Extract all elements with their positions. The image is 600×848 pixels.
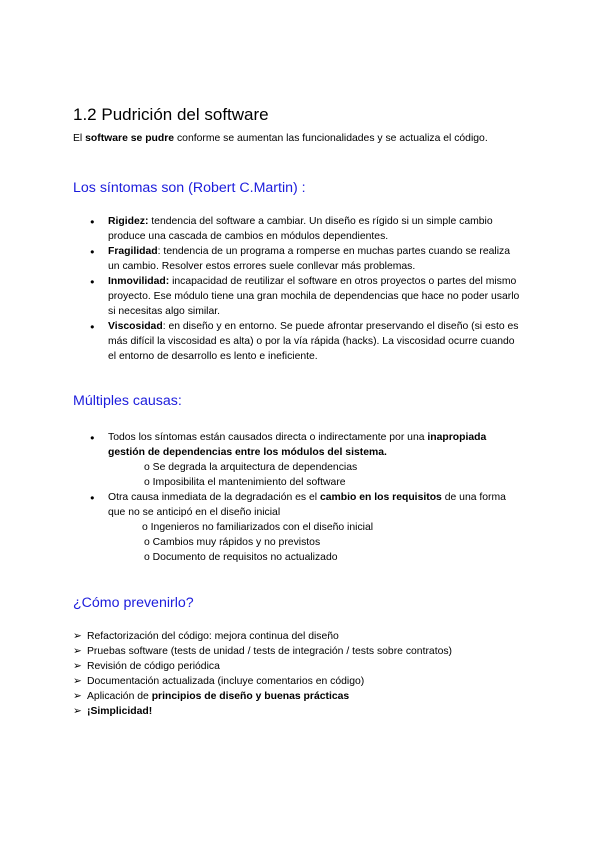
item-text: Pruebas software (tests de unidad / tests de integración / tests sobre contratos): [87, 646, 453, 657]
intro-suffix: conforme se aumentan las funcionalidades y se actualiza el código.: [174, 133, 488, 144]
list-item: [73, 629, 452, 644]
sublist-item: o Documento de requisitos no actualizado: [144, 552, 338, 563]
cause-text: Otra causa inmediata de la degradación es el: [108, 492, 320, 503]
item-bold: ¡Simplicidad!: [87, 706, 153, 717]
sublist: [108, 460, 522, 490]
intro-bold: software se pudre: [85, 133, 175, 144]
list-item: [90, 490, 522, 565]
sublist-item: o Se degrada la arquitectura de dependencias: [144, 462, 358, 473]
term: Viscosidad: [108, 321, 163, 332]
sintomas-list: [90, 214, 522, 364]
cause-bold: inapropiada gestión de dependencias entre los módulos del sistema.: [108, 432, 487, 458]
intro-prefix: El: [73, 133, 86, 144]
cause-text: Todos los síntomas están causados directa o indirectamente por una: [108, 432, 428, 443]
definition: tendencia del software a cambiar. Un diseño es rígido si un simple cambio produce una cascada de cambios en módulos dependientes.: [108, 216, 493, 242]
item-text: Aplicación de: [87, 691, 152, 702]
arrow-bullet-icon: ➢: [73, 661, 82, 672]
definition: incapacidad de reutilizar el software en otros proyectos o partes del mismo proyecto. Ese módulo tiene una gran mochila de dependencias que hace no poder usarlo si necesitas algo similar.: [108, 276, 520, 317]
arrow-bullet-icon: ➢: [73, 706, 82, 717]
cause-bold: cambio en los requisitos: [319, 492, 442, 503]
causas-heading: Múltiples causas:: [73, 393, 182, 409]
list-item: [90, 244, 522, 274]
sublist-item: o Cambios muy rápidos y no previstos: [144, 537, 321, 548]
arrow-bullet-icon: ➢: [73, 676, 82, 687]
term: Fragilidad: [108, 246, 158, 257]
list-item: [90, 214, 522, 244]
cause-suffix: de una forma que no se anticipó en el diseño inicial: [108, 492, 506, 518]
list-item: [73, 674, 452, 689]
item-text: Refactorización del código: mejora continua del diseño: [87, 631, 339, 642]
intro-paragraph: [73, 132, 488, 146]
term: Rigidez:: [108, 216, 149, 227]
prevenir-heading: ¿Cómo prevenirlo?: [73, 595, 194, 611]
causas-list: [90, 430, 522, 565]
list-item: [90, 319, 522, 364]
list-item: [73, 689, 452, 704]
section-title: 1.2 Pudrición del software: [73, 105, 269, 124]
sintomas-heading: Los síntomas son (Robert C.Martin) :: [73, 180, 306, 196]
list-item: [90, 274, 522, 319]
item-bold: principios de diseño y buenas prácticas: [151, 691, 350, 702]
definition: : tendencia de un programa a romperse en muchas partes cuando se realiza un cambio. Resolver estos errores suele conllevar más problemas.: [108, 246, 510, 272]
sublist-item: o Ingenieros no familiarizados con el diseño inicial: [142, 522, 374, 533]
prevenir-list: [73, 629, 452, 719]
list-item: [73, 644, 452, 659]
item-text: Documentación actualizada (incluye comentarios en código): [87, 676, 365, 687]
arrow-bullet-icon: ➢: [73, 646, 82, 657]
sublist: [108, 520, 522, 565]
item-text: Revisión de código periódica: [87, 661, 220, 672]
definition: : en diseño y en entorno. Se puede afrontar preservando el diseño (si esto es más difícil la viscosidad es alta) o por la vía rápida (hacks). La viscosidad ocurre cuando el entorno de desarrollo es lento e ineficiente.: [108, 321, 519, 362]
arrow-bullet-icon: ➢: [73, 631, 82, 642]
arrow-bullet-icon: ➢: [73, 691, 82, 702]
list-item: [90, 430, 522, 490]
term: Inmovilidad:: [108, 276, 170, 287]
list-item: [73, 659, 452, 674]
sublist-item: o Imposibilita el mantenimiento del software: [144, 477, 346, 488]
list-item: [73, 704, 452, 719]
